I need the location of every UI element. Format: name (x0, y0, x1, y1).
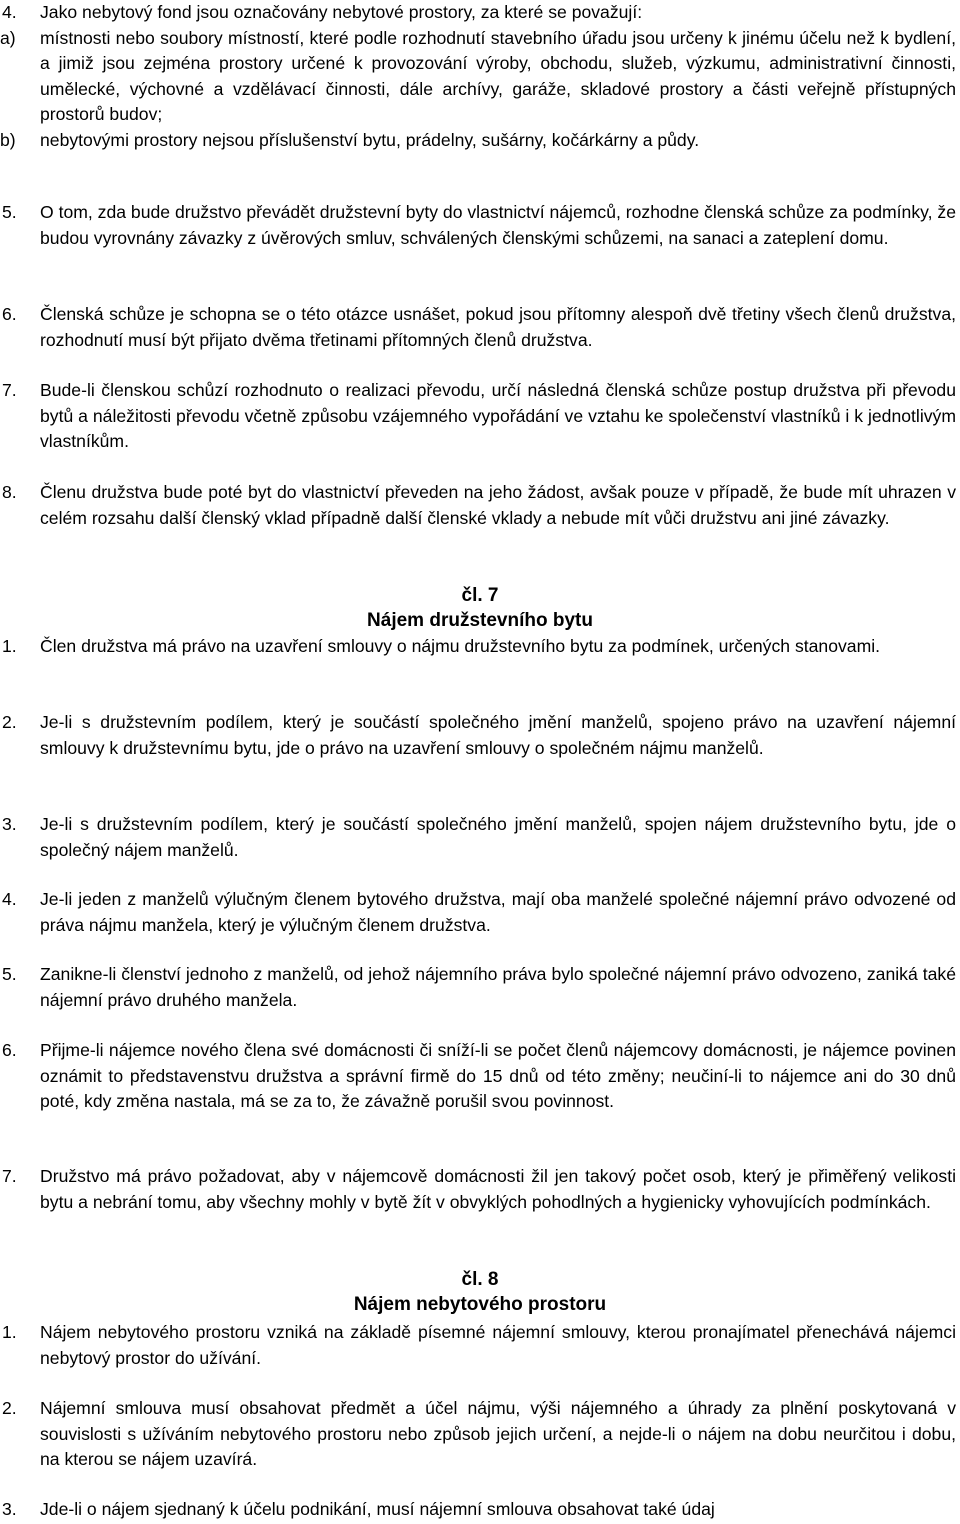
article-8-heading (0, 1267, 960, 1317)
paragraph-text: Přijme-li nájemce nového člena své domácnosti či sníží-li se počet členů nájemcovy domácnosti, je nájemce povinen oznámit to představenstvu družstva a správní firmě do 15 dnů od této změny; neučiní-li to nájemce ani do 30 dnů poté, kdy změna nastala, má se za to, že závažně porušil svou povinnost. (40, 1040, 956, 1111)
paragraph-text: Členská schůze je schopna se o této otázce usnášet, pokud jsou přítomny alespoň dvě třetiny všech členů družstva, rozhodnutí musí být přijato dvěma třetinami přítomných členů družstva. (40, 304, 956, 350)
paragraph-text: Jako nebytový fond jsou označovány nebytové prostory, za které se považují: (40, 2, 643, 22)
article-7-item-5 (0, 962, 956, 1013)
paragraph-text: Je-li s družstevním podílem, který je součástí společného jmění manželů, spojen nájem družstevního bytu, jde o společný nájem manželů. (40, 814, 956, 860)
paragraph-7 (0, 378, 956, 455)
article-7-item-3 (0, 812, 956, 863)
paragraph-number: 6. (2, 1040, 17, 1060)
article-7-item-4 (0, 887, 956, 938)
paragraph-text: Nájem nebytového prostoru vzniká na základě písemné nájemní smlouvy, kterou pronajímatel přenechává nájemci nebytový prostor do užívání. (40, 1322, 956, 1368)
article-label: čl. 8 (461, 1269, 499, 1290)
paragraph-4-nonresidential-fund (0, 0, 956, 153)
article-8-item-2 (0, 1396, 956, 1473)
paragraph-number: 2. (2, 1398, 17, 1418)
article-7-item-7 (0, 1164, 956, 1215)
article-8-item-3 (0, 1497, 956, 1523)
paragraph-number: 5. (2, 202, 17, 222)
article-8-item-1 (0, 1320, 956, 1371)
paragraph-8 (0, 480, 956, 531)
subitem-label: b) (0, 129, 16, 150)
paragraph-number: 3. (2, 814, 17, 834)
article-label: čl. 7 (461, 585, 499, 606)
article-7-item-6 (0, 1038, 956, 1115)
paragraph-text: Zanikne-li členství jednoho z manželů, od jehož nájemního práva bylo společné nájemní právo odvozeno, zaniká také nájemní právo druhého manžela. (40, 964, 956, 1010)
paragraph-number: 1. (2, 1322, 17, 1342)
subitem-a (0, 26, 956, 128)
subitem-text: místnosti nebo soubory místností, které podle rozhodnutí stavebního úřadu jsou určeny k jinému účelu než k bydlení, a jimiž jsou zejména prostory určené k provozování výroby, obchodu, služeb, výzkumu, administrativní činnosti, umělecké, výchovné a vzdělávací činnosti, dále archívy, garáže, skladové prostory a části veřejně přístupných prostorů budov; (40, 27, 956, 124)
subitem-text: nebytovými prostory nejsou příslušenství bytu, prádelny, sušárny, kočárkárny a půdy. (40, 129, 700, 150)
paragraph-5 (0, 200, 956, 251)
paragraph-text: O tom, zda bude družstvo převádět družstevní byty do vlastnictví nájemců, rozhodne členská schůze za podmínky, že budou vyrovnány závazky z úvěrových smluv, schválených členskými schůzemi, na sanaci a zateplení domu. (40, 202, 956, 248)
paragraph-number: 4. (2, 2, 17, 22)
article-title: Nájem nebytového prostoru (353, 1294, 607, 1315)
article-title: Nájem družstevního bytu (367, 610, 593, 631)
paragraph-text: Je-li s družstevním podílem, který je součástí společného jmění manželů, spojeno právo na uzavření nájemní smlouvy k družstevnímu bytu, jde o právo na uzavření smlouvy o společném nájmu manželů. (40, 712, 956, 758)
paragraph-6 (0, 302, 956, 353)
paragraph-number: 4. (2, 889, 17, 909)
paragraph-text: Jde-li o nájem sjednaný k účelu podnikání, musí nájemní smlouva obsahovat také údaj (40, 1499, 715, 1519)
paragraph-number: 7. (2, 380, 17, 400)
subitem-b (0, 128, 956, 154)
paragraph-number: 6. (2, 304, 17, 324)
paragraph-number: 7. (2, 1166, 17, 1186)
subitem-label: a) (0, 27, 16, 48)
article-7-heading (0, 583, 960, 633)
paragraph-text: Nájemní smlouva musí obsahovat předmět a účel nájmu, výši nájemného a úhrady za plnění poskytovaná v souvislosti s užíváním nebytového prostoru nebo způsob jejich určení, a nejde-li o nájem na dobu neurčitou i dobu, na kterou se nájem uzavírá. (40, 1398, 956, 1469)
paragraph-number: 3. (2, 1499, 17, 1519)
paragraph-text: Bude-li členskou schůzí rozhodnuto o realizaci převodu, určí následná členská schůze postup družstva při převodu bytů a náležitosti převodu včetně způsobu vzájemného vypořádání ve vztahu ke společenství vlastníků i k jednotlivým vlastníkům. (40, 380, 956, 451)
paragraph-number: 2. (2, 712, 17, 732)
article-7-item-1 (0, 634, 956, 660)
paragraph-text: Je-li jeden z manželů výlučným členem bytového družstva, mají oba manželé společné nájemní právo odvozené od práva nájmu manžela, který je výlučným členem družstva. (40, 889, 956, 935)
paragraph-text: Členu družstva bude poté byt do vlastnictví převeden na jeho žádost, avšak pouze v případě, že bude mít uhrazen v celém rozsahu další členský vklad případně další členské vklady a nebude mít vůči družstvu ani jiné závazky. (40, 482, 956, 528)
paragraph-text: Člen družstva má právo na uzavření smlouvy o nájmu družstevního bytu za podmínek, určených stanovami. (40, 636, 881, 656)
paragraph-number: 5. (2, 964, 17, 984)
paragraph-number: 1. (2, 636, 17, 656)
paragraph-text: Družstvo má právo požadovat, aby v nájemcově domácnosti žil jen takový počet osob, který je přiměřený velikosti bytu a nebrání tomu, aby všechny mohly v bytě žít v obvyklých pohodlných a hygienicky vyhovujících podmínkách. (40, 1166, 956, 1212)
article-7-item-2 (0, 710, 956, 761)
paragraph-number: 8. (2, 482, 17, 502)
